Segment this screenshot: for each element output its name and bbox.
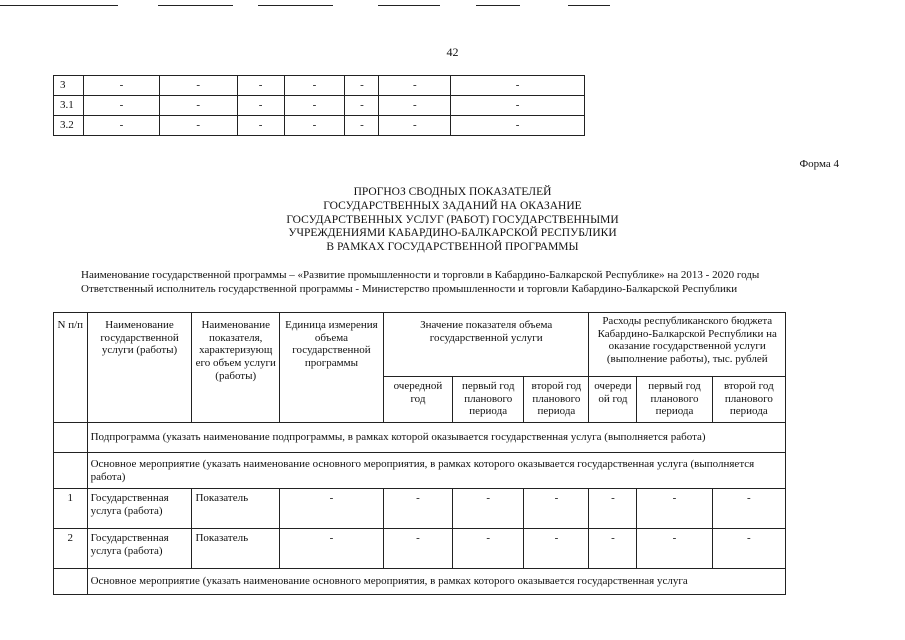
scan-line [158,5,233,6]
scan-line [378,5,440,6]
value-cell: - [589,529,637,569]
page-number: 42 [446,45,459,59]
header-service-name: Наименование государственной услуги (работы) [87,313,192,423]
title-line: ГОСУДАРСТВЕННЫХ УСЛУГ (РАБОТ) ГОСУДАРСТВЕННЫМИ [286,213,619,226]
value-cell: - [712,489,785,529]
table-cell: - [284,96,345,116]
row-number: 1 [54,489,88,529]
empty-cell [54,453,88,489]
table-cell: - [284,116,345,136]
table-cell: - [83,76,159,96]
table-row [54,489,786,529]
table-cell: - [451,116,585,136]
document-title [0,186,905,255]
row-number: 2 [54,529,88,569]
value-cell: - [453,489,524,529]
header-expenses-first-plan-year: первый год планового периода [637,377,712,423]
table-cell: - [83,96,159,116]
table-cell: - [284,76,345,96]
value-cell: - [453,529,524,569]
form-label: Форма 4 [799,158,839,170]
title-line: В РАМКАХ ГОСУДАРСТВЕННОЙ ПРОГРАММЫ [326,241,579,254]
table-cell: - [237,116,284,136]
value-cell: - [637,489,712,529]
title-line: УЧРЕЖДЕНИЯМИ КАБАРДИНО-БАЛКАРСКОЙ РЕСПУБЛИКИ [288,227,617,240]
header-unit: Единица измерения объема государственной программы [280,313,384,423]
header-volume-second-plan-year: второй год планового периода [524,377,589,423]
empty-cell [54,569,88,595]
service-cell: Государственная услуга (работа) [87,489,192,529]
scan-line [476,5,520,6]
table-row [54,116,585,136]
value-cell: - [280,489,384,529]
forecast-table [53,312,786,595]
value-cell: - [280,529,384,569]
indicator-cell: Показатель [192,529,280,569]
value-cell: - [524,529,589,569]
scan-line [258,5,333,6]
header-expenses-current-year: очереди ой год [589,377,637,423]
header-expenses-group: Расходы республиканского бюджета Кабардино-Балкарской Республики на оказание государственной услуги (выполнение работы), тыс. рублей [589,313,786,377]
row-number: 3 [54,76,84,96]
row-number: 3.1 [54,96,84,116]
program-name: Наименование государственной программы – «Развитие промышленности и торговли в Кабардино-Балкарской Республике» на 2013 - 2020 годы [81,269,760,281]
empty-cell [54,423,88,453]
table-cell: - [345,116,379,136]
responsible-executor: Ответственный исполнитель государственной программы - Министерство промышленности и торговли Кабардино-Балкарской Республики [81,283,738,296]
title-line: ГОСУДАРСТВЕННЫХ ЗАДАНИЙ НА ОКАЗАНИЕ [323,199,582,212]
table-cell: - [379,96,451,116]
header-volume-group: Значение показателя объема государственной услуги [383,313,589,377]
continuation-table [53,75,585,136]
title-line: ПРОГНОЗ СВОДНЫХ ПОКАЗАТЕЛЕЙ [353,186,552,198]
value-cell: - [637,529,712,569]
header-expenses-second-plan-year: второй год планового периода [712,377,785,423]
table-cell: - [83,116,159,136]
main-event-row-2: Основное мероприятие (указать наименование основного мероприятия, в рамках которого оказывается государственная услуга [87,569,785,595]
table-row [54,76,585,96]
table-cell: - [237,96,284,116]
indicator-cell: Показатель [192,489,280,529]
row-number: 3.2 [54,116,84,136]
header-volume-current-year: очередной год [383,377,452,423]
service-cell: Государственная услуга (работа) [87,529,192,569]
table-cell: - [159,116,237,136]
table-cell: - [159,96,237,116]
table-cell: - [345,96,379,116]
main-event-row: Основное мероприятие (указать наименование основного мероприятия, в рамках которого оказывается государственная услуга (выполняется работа) [87,453,785,489]
scan-line [0,5,118,6]
table-cell: - [379,116,451,136]
table-row [54,529,786,569]
table-cell: - [159,76,237,96]
table-row [54,96,585,116]
value-cell: - [383,489,452,529]
value-cell: - [712,529,785,569]
table-cell: - [237,76,284,96]
subprogram-row: Подпрограмма (указать наименование подпрограммы, в рамках которой оказывается государственная услуга (выполняется работа) [87,423,785,453]
header-volume-first-plan-year: первый год планового периода [453,377,524,423]
value-cell: - [383,529,452,569]
table-cell: - [345,76,379,96]
table-cell: - [451,96,585,116]
header-indicator-name: Наименование показателя, характеризующ его объем услуги (работы) [192,313,280,423]
value-cell: - [589,489,637,529]
table-cell: - [379,76,451,96]
table-cell: - [451,76,585,96]
scan-line [568,5,610,6]
value-cell: - [524,489,589,529]
header-num: N п/п [54,313,88,423]
program-info [81,268,759,297]
